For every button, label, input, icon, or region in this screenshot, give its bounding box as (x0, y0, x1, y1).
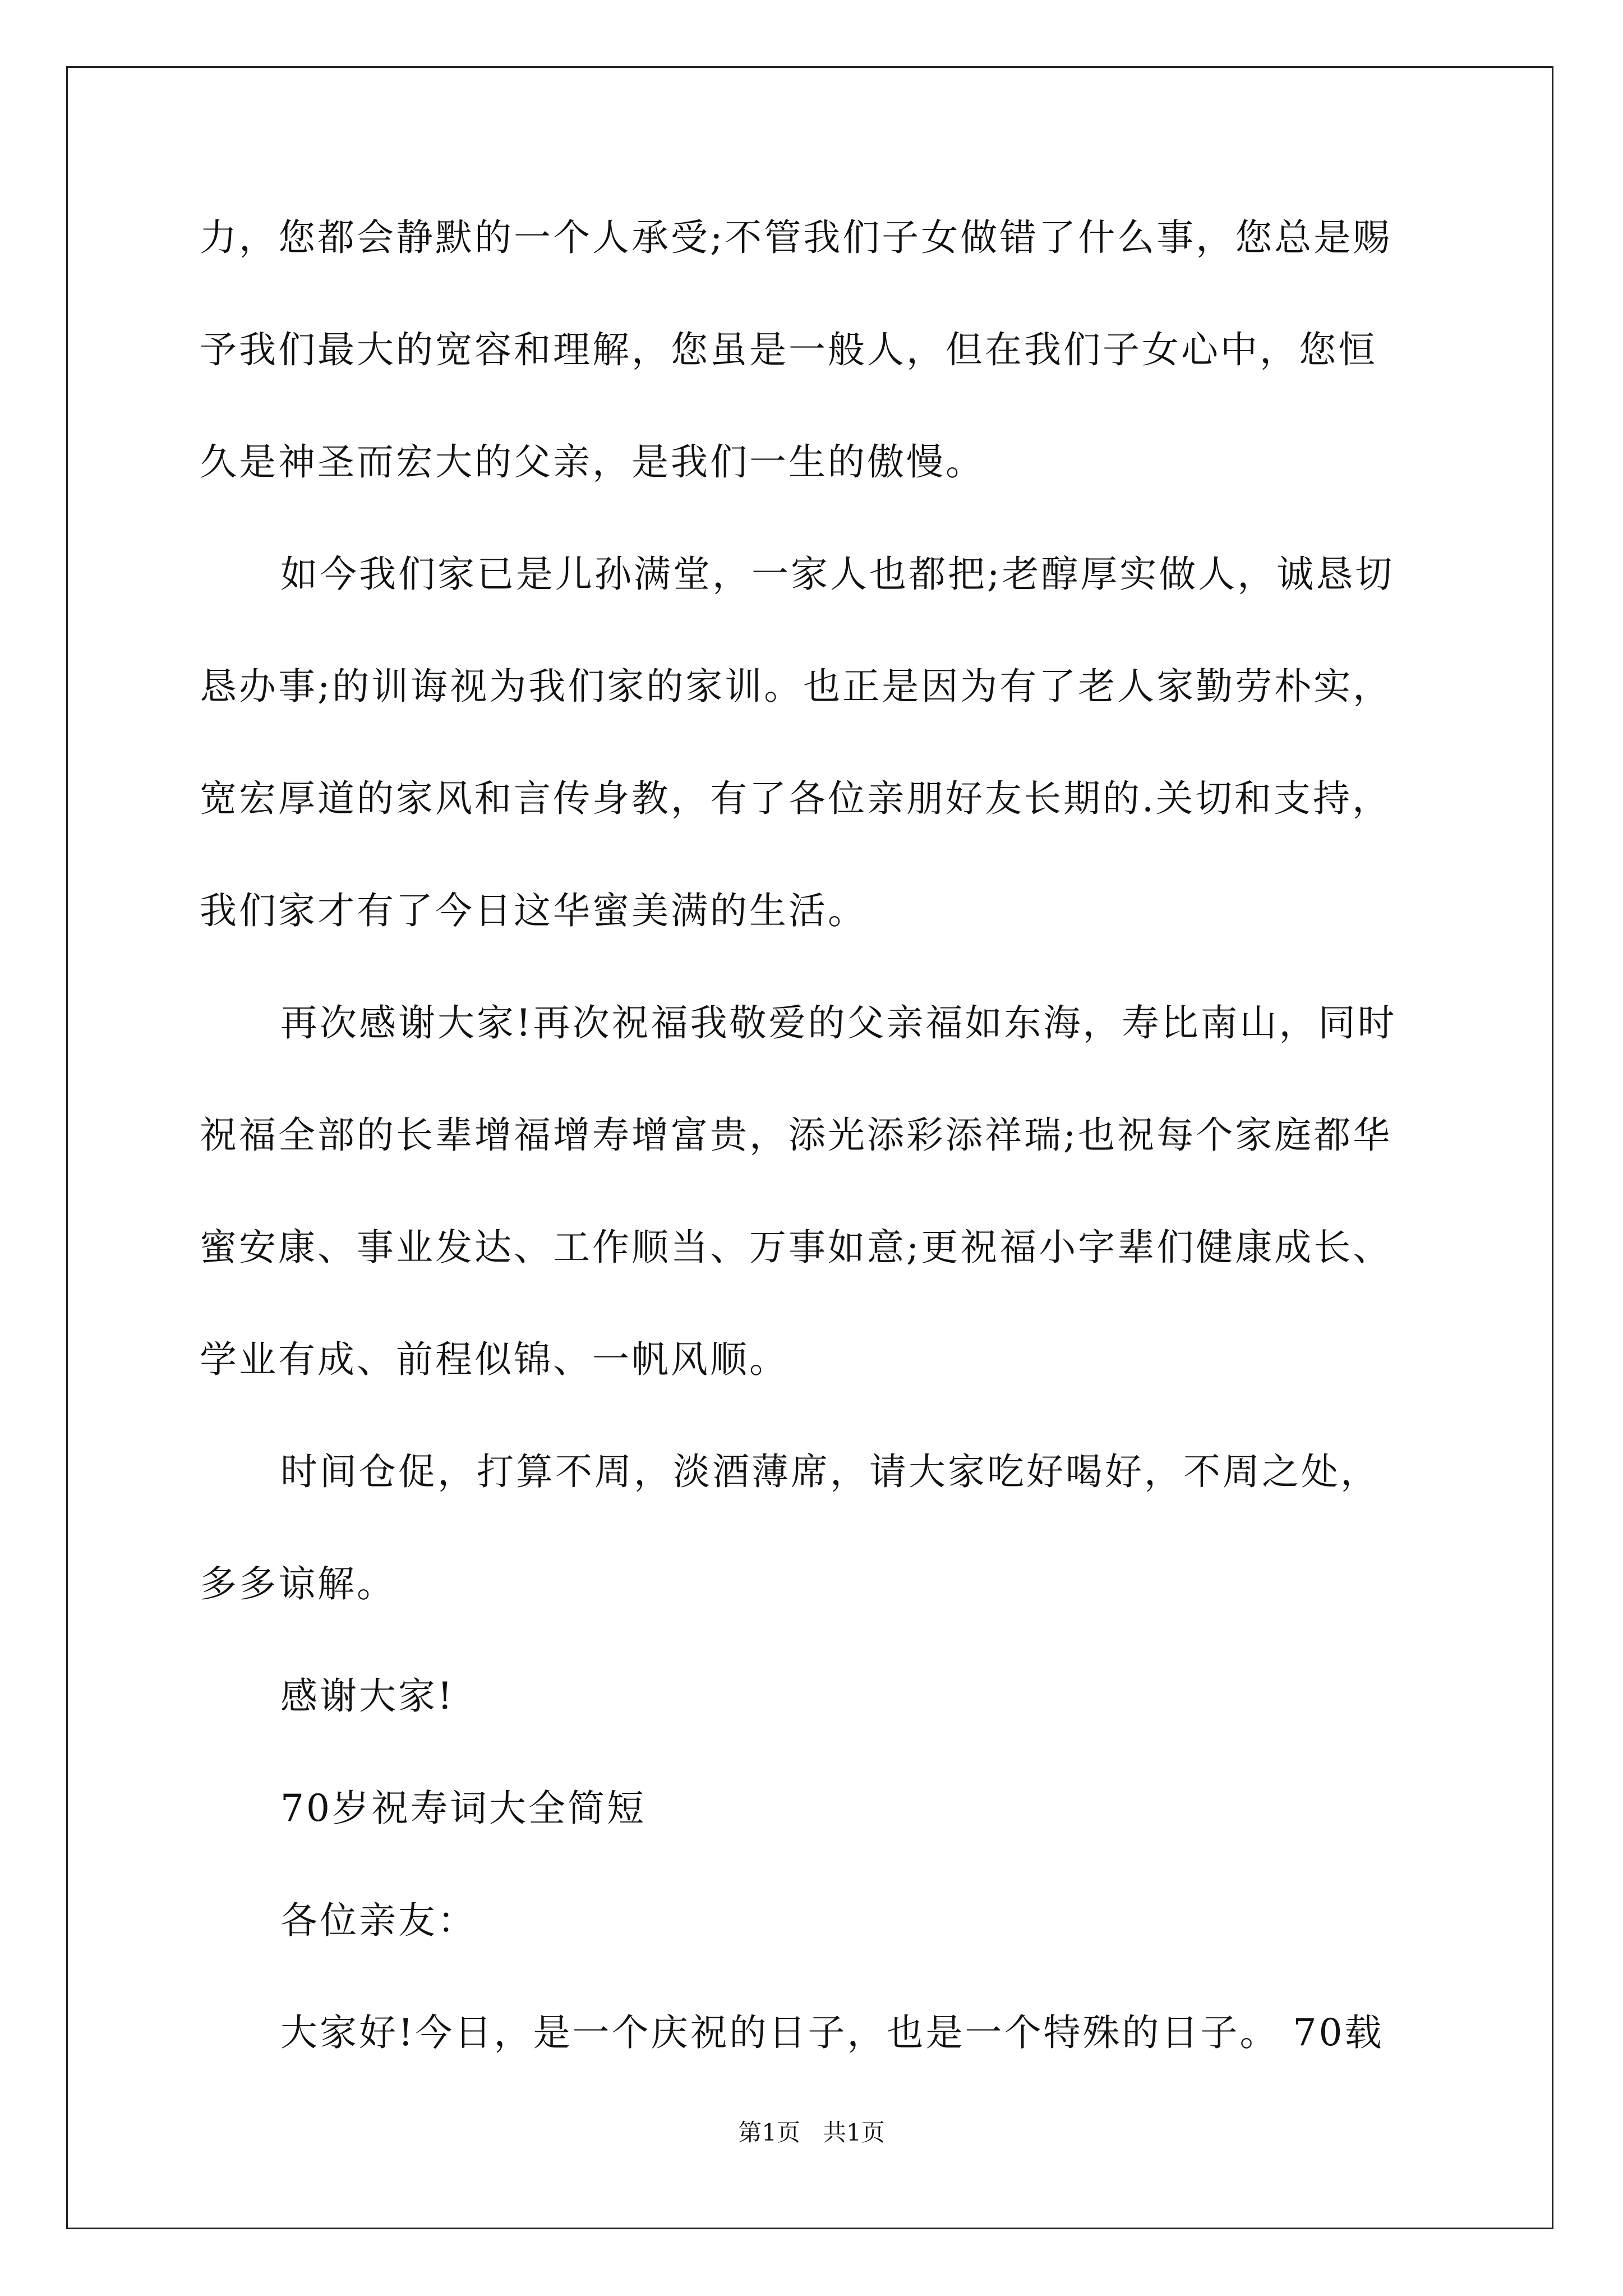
text-line-15-heading: 70岁祝寿词大全简短 (280, 1787, 646, 1830)
page-footer: 第1页 共1页 (738, 2119, 885, 2146)
text-line-11: 学业有成、前程似锦、一帆风顺。 (200, 1338, 789, 1381)
text-line-7: 我们家才有了今日这华蜜美满的生活。 (200, 889, 867, 932)
text-line-5: 恳办事;的训诲视为我们家的家训。也正是因为有了老人家勤劳朴实， (200, 665, 1393, 708)
text-line-4: 如今我们家已是儿孙满堂，一家人也都把;老醇厚实做人，诚恳切 (280, 553, 1395, 596)
text-line-14: 感谢大家! (280, 1674, 455, 1718)
text-line-10: 蜜安康、事业发达、工作顺当、万事如意;更祝福小字辈们健康成长、 (200, 1226, 1393, 1269)
text-line-6: 宽宏厚道的家风和言传身教，有了各位亲朋好友长期的.关切和支持， (200, 777, 1391, 820)
text-line-8: 再次感谢大家!再次祝福我敬爱的父亲福如东海，寿比南山，同时 (280, 1001, 1397, 1045)
text-line-17: 大家好!今日，是一个庆祝的日子，也是一个特殊的日子。 70载 (280, 2011, 1384, 2054)
text-line-3: 久是神圣而宏大的父亲，是我们一生的傲慢。 (200, 440, 985, 484)
text-line-13: 多多谅解。 (200, 1562, 396, 1605)
text-line-9: 祝福全部的长辈增福增寿增富贵，添光添彩添祥瑞;也祝每个家庭都华 (200, 1114, 1393, 1157)
text-line-1: 力，您都会静默的一个人承受;不管我们子女做错了什么事，您总是赐 (200, 216, 1393, 259)
text-line-12: 时间仓促，打算不周，淡酒薄席，请大家吃好喝好，不周之处， (280, 1450, 1380, 1493)
text-line-16: 各位亲友： (280, 1899, 477, 1942)
text-line-2: 予我们最大的宽容和理解，您虽是一般人，但在我们子女心中，您恒 (200, 328, 1377, 371)
